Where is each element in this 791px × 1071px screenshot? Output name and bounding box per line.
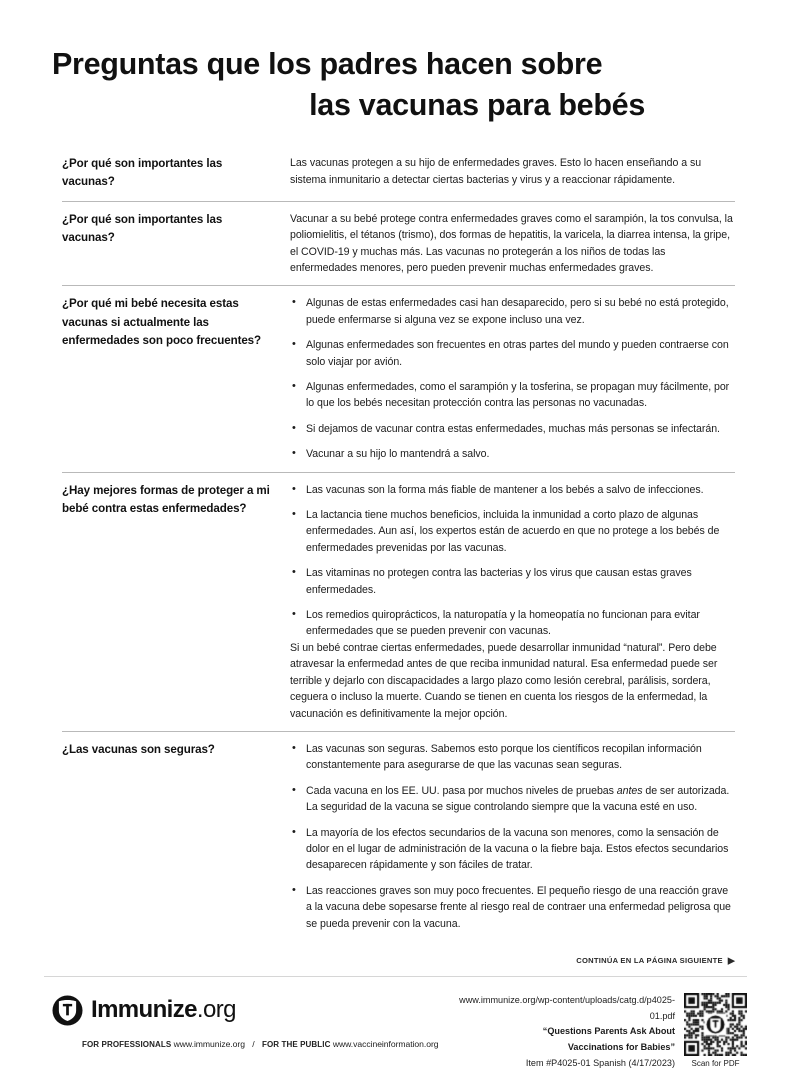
answer-bullet-list — [290, 482, 735, 640]
qr-code-icon[interactable] — [684, 993, 747, 1056]
title-line-1: Preguntas que los padres hacen sobre — [52, 47, 603, 81]
brand-suffix: .org — [196, 996, 236, 1024]
list-item: • Las vacunas son seguras. Sabemos esto porque los científicos recopilan información constantemente para asegurarse de que las vacunas sean seguras. — [290, 741, 735, 774]
qa-table — [62, 151, 735, 941]
qa-answer — [290, 155, 735, 188]
list-item: • Las vacunas son la forma más fiable de mantener a los bebés a salvo de infecciones. — [290, 482, 735, 498]
answer-bullet-list — [290, 295, 735, 462]
footer-meta-block — [439, 991, 747, 1071]
qa-question: ¿Por qué son importantes las vacunas? — [62, 157, 223, 189]
qa-row — [62, 731, 735, 941]
qa-question: ¿Por qué mi bebé necesita estas vacunas si actualmente las enfermedades son poco frecuentes? — [62, 297, 262, 347]
links-separator: / — [252, 1038, 255, 1049]
qa-row — [62, 151, 735, 201]
professionals-url[interactable]: www.immunize.org — [173, 1038, 245, 1049]
list-item: • Vacunar a su hijo lo mantendrá a salvo. — [290, 446, 735, 462]
list-item: • Las reacciones graves son muy poco frecuentes. El pequeño riesgo de una reacción grave a la vacuna debe sopesarse frente al riesgo real de contraer una enfermedad peligrosa que se pueda prevenir con la vacuna. — [290, 883, 735, 932]
list-item: • Algunas enfermedades, como el sarampión y la tosferina, se propagan muy fácilmente, por lo que los bebés necesitan protección contra las personas no vacunadas. — [290, 379, 735, 412]
page-title — [0, 0, 791, 125]
answer-bullet-list — [290, 741, 735, 932]
brand-name: Immunize — [91, 996, 197, 1024]
qa-answer — [290, 295, 735, 462]
brand-wordmark — [91, 998, 236, 1022]
qa-question: ¿Por qué son importantes las vacunas? — [62, 212, 223, 245]
answer-paragraph: Las vacunas protegen a su hijo de enfermedades graves. Esto lo hacen enseñando a su sistema inmunitario a detectar ciertas bacterias y virus y a reaccionar rápidamente. — [290, 157, 702, 186]
list-item: • Algunas enfermedades son frecuentes en otras partes del mundo y pueden contraerse con solo viajar por avión. — [290, 337, 735, 370]
answer-closing-paragraph: Si un bebé contrae ciertas enfermedades, puede desarrollar inmunidad “natural”. Pero debe atravesar la enfermedad antes de que reciba inmunidad natural. Esa enfermedad puede ser terrible y dejarlo con discapacidades a largo plazo como lesión cerebral, parálisis, sordera, ceguera o incluso la muerte. Cuando se tienen en cuenta los riesgos de la enfermedad, la vacunación es definitivamente la mejor opción. — [290, 641, 718, 720]
list-item: • Cada vacuna en los EE. UU. pasa por muchos niveles de pruebas antes de ser autorizada. La seguridad de la vacuna se sigue controlando siempre que la vacuna esté en uso. — [290, 783, 735, 816]
list-item: • La lactancia tiene muchos beneficios, incluida la inmunidad a corto plazo de algunas enfermedades. Aun así, los expertos están de acuerdo en que no protege a los bebés de enfermedades prevenidas por las vacunas. — [290, 507, 735, 556]
answer-paragraph: Vacunar a su bebé protege contra enfermedades graves como el sarampión, la tos convulsa, la poliomielitis, el tétanos (trismo), dos formas de hepatitis, la varicela, la diarrea intensa, la gripe, el COVID-19 y muchas más. Las vacunas no protegerán a los niños de todas las enfermedades menores, pero pueden prevenir muchas enfermedades graves. — [290, 212, 733, 274]
qa-answer — [290, 482, 735, 722]
brand-logo — [52, 995, 439, 1026]
triangle-right-icon: ▶ — [727, 955, 735, 966]
continues-label: CONTINÚA EN LA PÁGINA SIGUIENTE — [576, 955, 723, 965]
qa-answer — [290, 211, 735, 277]
public-url[interactable]: www.vaccineinformation.org — [332, 1038, 439, 1049]
qa-question: ¿Las vacunas son seguras? — [62, 742, 215, 756]
list-item: • Algunas de estas enfermedades casi han desaparecido, pero si su bebé no está protegido, puede enfermarse si alguna vez se expone incluso una vez. — [290, 295, 735, 328]
item-number: Item #P4025-01 Spanish (4/17/2023) — [525, 1057, 675, 1068]
list-item: • La mayoría de los efectos secundarios de la vacuna son menores, como la sensación de dolor en el lugar de administración de la vacuna o la fiebre baja. Estos efectos secundarios desaparecen rápidamente y son fáciles de tratar. — [290, 825, 735, 874]
continues-next-page-note — [62, 955, 735, 966]
qr-caption: Scan for PDF — [691, 1058, 740, 1068]
title-line-2: las vacunas para bebés — [309, 87, 645, 122]
footer-brand-block — [52, 991, 439, 1049]
qa-question: ¿Hay mejores formas de proteger a mi bebé contra estas enfermedades? — [62, 483, 270, 515]
qa-row — [62, 472, 735, 731]
list-item: • Si dejamos de vacunar contra estas enfermedades, muchas más personas se infectarán. — [290, 421, 735, 437]
for-the-public-label: FOR THE PUBLIC — [261, 1039, 331, 1049]
for-professionals-label: FOR PROFESSIONALS — [82, 1039, 172, 1049]
qa-answer — [290, 741, 735, 932]
qa-row — [62, 201, 735, 286]
doc-title-line-2: Vaccinations for Babies” — [567, 1041, 675, 1052]
qa-row — [62, 285, 735, 471]
doc-title-line-1: “Questions Parents Ask About — [542, 1026, 675, 1037]
list-item: • Las vitaminas no protegen contra las bacterias y los virus que causan estas graves enfermedades. — [290, 565, 735, 598]
footer-links — [82, 1039, 439, 1049]
immunize-shield-icon — [52, 995, 83, 1026]
pdf-url[interactable]: www.immunize.org/wp-content/uploads/catg.d/p4025-01.pdf — [459, 994, 675, 1021]
qr-block — [684, 993, 747, 1068]
footer-meta — [439, 993, 675, 1071]
list-item: • Los remedios quiroprácticos, la naturopatía y la homeopatía no funcionan para evitar enfermedades que se pueden prevenir con vacunas. — [290, 607, 735, 640]
